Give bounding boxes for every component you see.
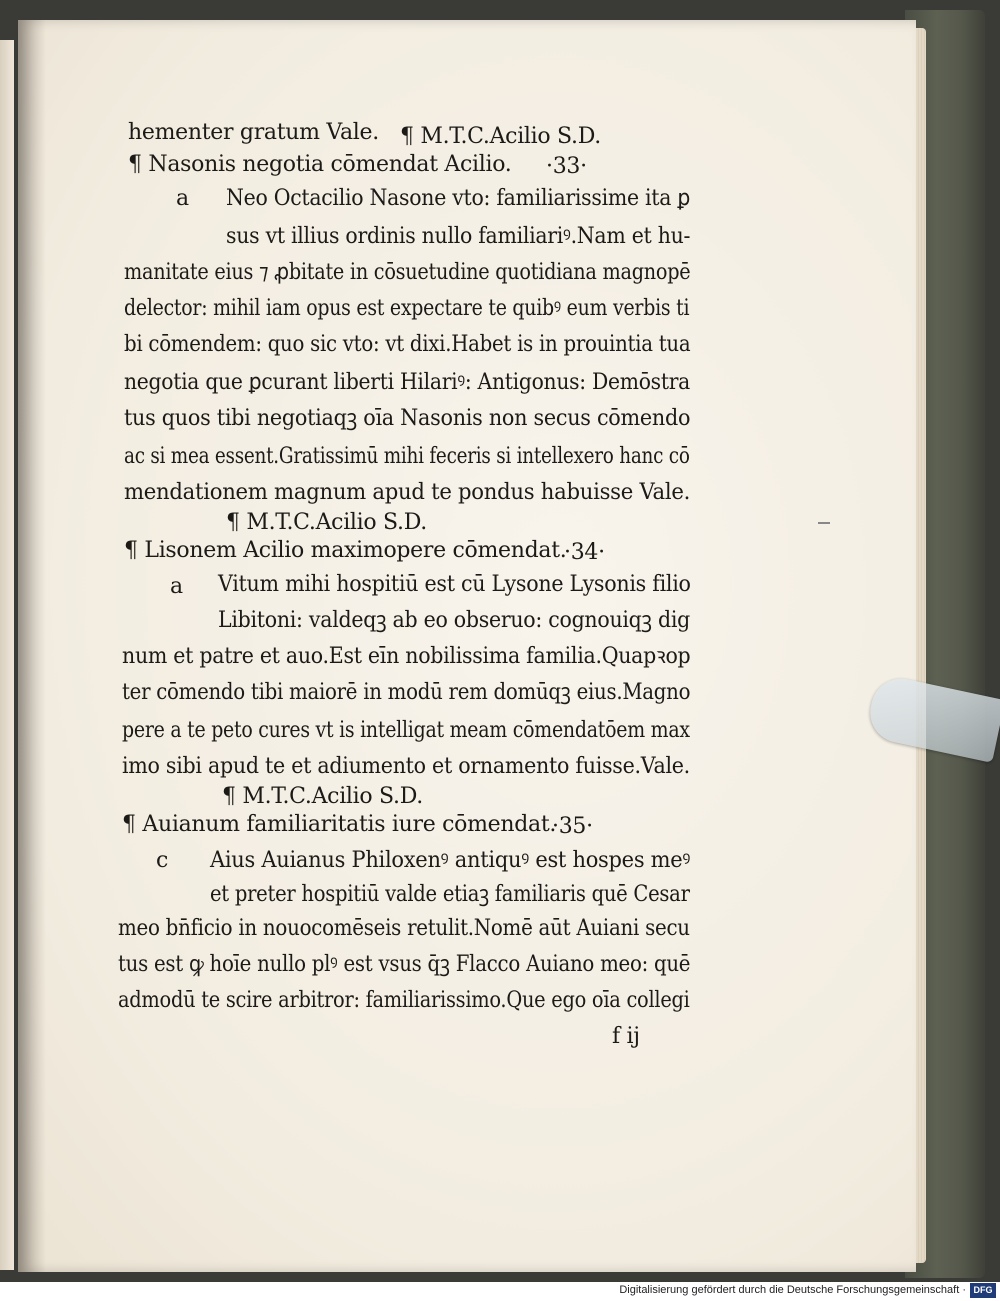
dfg-logo: DFG (970, 1283, 996, 1298)
letter-number: ·33· (546, 154, 587, 179)
funding-credit: Digitalisierung gefördert durch die Deutsche Forschungsgemeinschaft · (619, 1284, 966, 1296)
text-line: num et patre et auo.Est eīn nobilissima familia.Quapꝛop (122, 644, 691, 669)
letter-summary: ¶ Lisonem Acilio maximopere cōmendat. (124, 538, 567, 563)
text-line: tus quos tibi negotiaqꝫ oīa Nasonis non secus cōmendo (124, 406, 691, 431)
text-line: delector: mihil iam opus est expectare te quibꝰ eum verbis ti (124, 296, 690, 321)
letter-summary: ¶ Auianum familiaritatis iure cōmendat. (122, 812, 557, 837)
text-line: admodū te scire arbitror: familiarissimo.Que ego oīa collegi (118, 988, 690, 1013)
text-line: ac si mea essent.Gratissimū mihi feceris si intellexero hanc cō (124, 444, 690, 469)
text-line: imo sibi apud te et adiumento et ornamento fuisse.Vale. (122, 754, 690, 779)
text-line: sus vt illius ordinis nullo familiariꝰ.Nam et hu- (226, 224, 691, 249)
text-line: meo bn̄ficio in nouocomēseis retulit.Nomē aūt Auiani secu (118, 916, 690, 941)
letter-number: ·34· (564, 540, 605, 565)
text-line: tus est ꝙ hoīe nullo plꝰ est vsus q̄ꝫ Flacco Auiano meo: quē (118, 952, 691, 977)
text-line: hementer gratum Vale. (128, 120, 379, 145)
text-line: manitate eius ⁊ ꝓbitate in cōsuetudine quotidiana magnopē (124, 260, 691, 285)
text-line: Aius Auianus Philoxenꝰ antiquꝰ est hospes meꝰ (210, 848, 691, 873)
letter-heading: ¶ M.T.C.Acilio S.D. (222, 784, 423, 809)
footer-bar (0, 1282, 1000, 1301)
text-line: negotia que ꝑcurant liberti Hilariꝰ: Antigonus: Demōstra (124, 370, 690, 395)
initial-guide-letter: a (170, 574, 183, 599)
text-line: Libitoni: valdeqꝫ ab eo obseruo: cognouiqꝫ dig (218, 608, 690, 633)
initial-guide-letter: a (176, 186, 189, 211)
text-line: mendationem magnum apud te pondus habuisse Vale. (124, 480, 691, 505)
letter-heading: ¶ M.T.C.Acilio S.D. (400, 124, 601, 149)
text-line: pere a te peto cures vt is intelligat meam cōmendatōem max (122, 718, 690, 743)
signature-mark: f ij (612, 1024, 640, 1049)
letter-number: ·35· (552, 814, 593, 839)
text-line: ter cōmendo tibi maiorē in modū rem domūqꝫ eius.Magno (122, 680, 691, 705)
letter-summary: ¶ Nasonis negotia cōmendat Acilio. (128, 152, 512, 177)
initial-guide-letter: c (156, 848, 169, 873)
text-line: Vitum mihi hospitiū est cū Lysone Lysonis filio (218, 572, 691, 597)
text-line: Neo Octacilio Nasone vto: familiarissime ita ꝑ (226, 186, 691, 211)
text-line: bi cōmendem: quo sic vto: vt dixi.Habet is in prouintia tua (124, 332, 691, 357)
letter-heading: ¶ M.T.C.Acilio S.D. (226, 510, 427, 535)
text-line: et preter hospitiū valde etiaꝫ familiaris quē Cesar (210, 882, 690, 907)
